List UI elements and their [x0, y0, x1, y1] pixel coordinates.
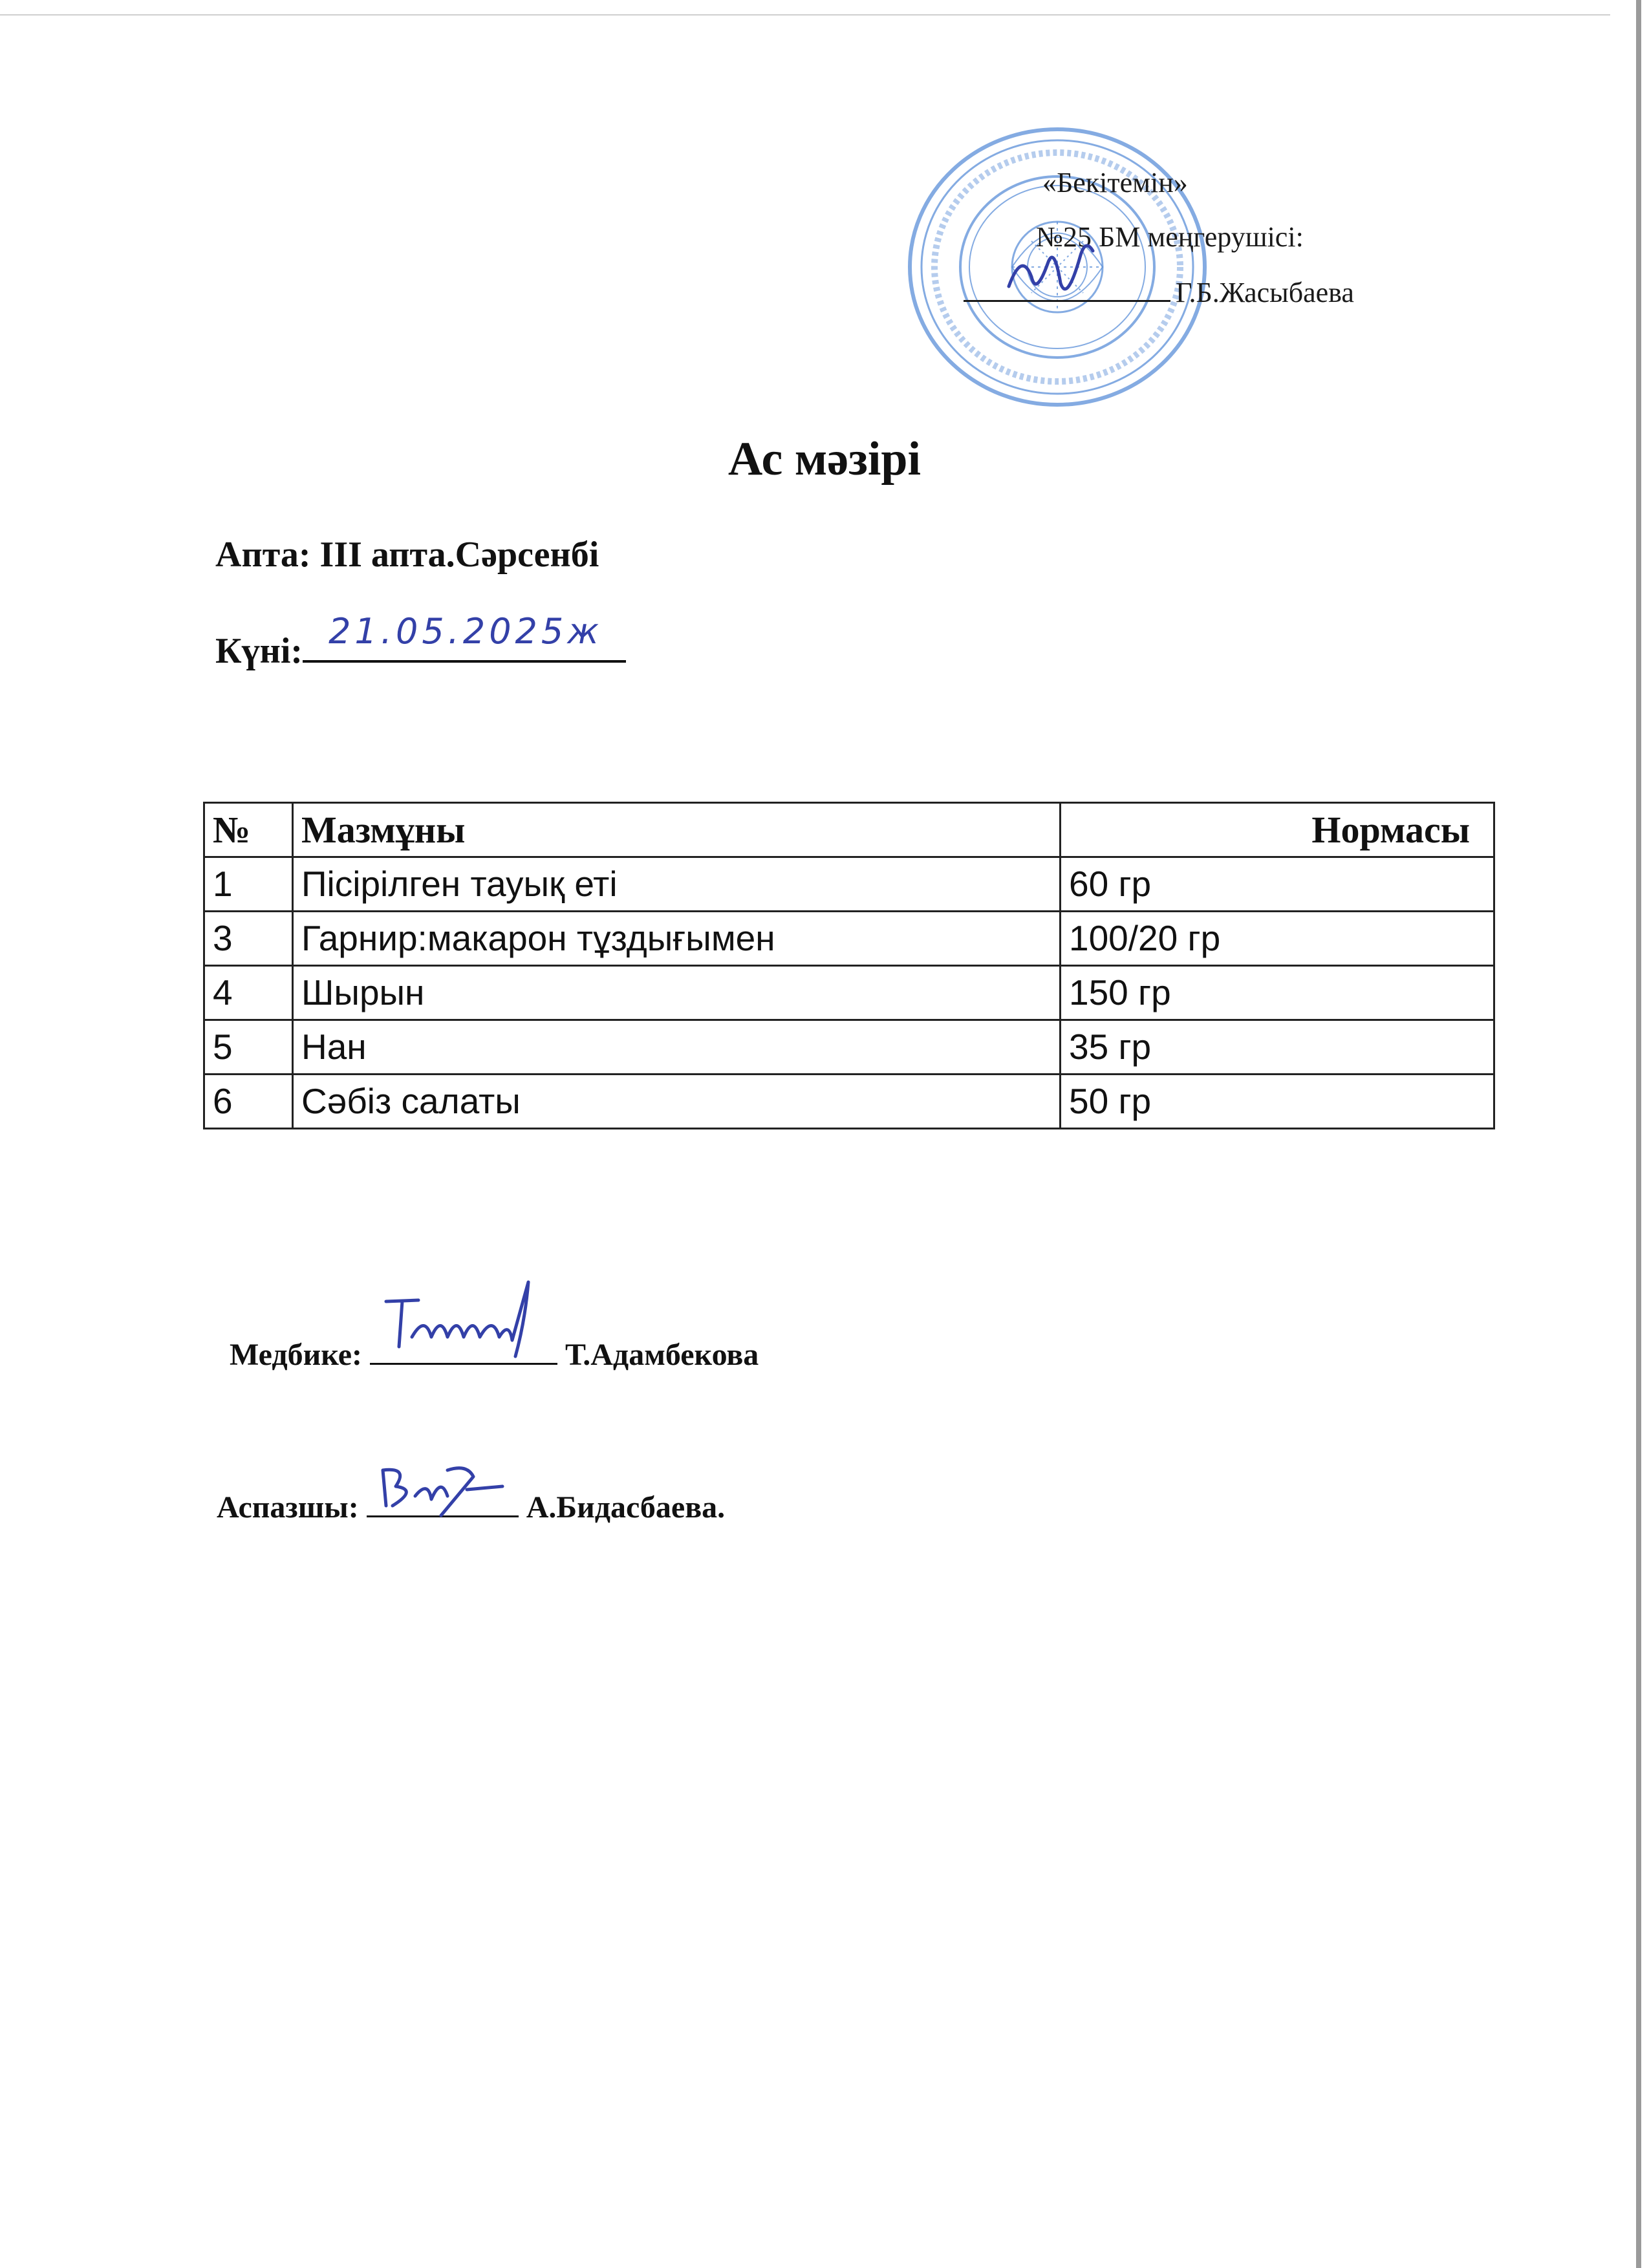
nurse-signature — [380, 1276, 554, 1360]
date-field — [303, 611, 626, 663]
row-norm: 35 гр — [1061, 1020, 1494, 1075]
row-number: 6 — [204, 1075, 293, 1129]
director-signature — [1002, 225, 1119, 316]
row-content: Пісірілген тауық еті — [293, 857, 1061, 912]
row-content: Сәбіз салаты — [293, 1075, 1061, 1129]
nurse-label: Медбике: — [230, 1338, 363, 1372]
approval-title: «Бекітемін» — [1042, 167, 1188, 198]
row-norm: 50 гр — [1061, 1075, 1494, 1129]
header-norm: Нормасы — [1061, 803, 1494, 857]
week-line: Апта: III апта.Сәрсенбі — [215, 535, 599, 575]
row-content: Нан — [293, 1020, 1061, 1075]
row-content: Гарнир:макарон тұздығымен — [293, 912, 1061, 966]
row-number: 4 — [204, 966, 293, 1020]
table-row — [204, 1020, 1494, 1075]
row-norm: 100/20 гр — [1061, 912, 1494, 966]
row-number: 5 — [204, 1020, 293, 1075]
date-value: 21.05.2025ж — [329, 611, 603, 652]
nurse-signature-row — [230, 1337, 759, 1373]
row-number: 3 — [204, 912, 293, 966]
cook-label: Аспазшы: — [217, 1490, 359, 1524]
header-number: № — [204, 803, 293, 857]
scan-edge-right — [1636, 0, 1641, 2268]
nurse-signature-line — [370, 1337, 557, 1365]
header-content: Мазмұны — [293, 803, 1061, 857]
scan-edge-top — [0, 14, 1610, 16]
approval-name: Г.Б.Жасыбаева — [1176, 277, 1354, 308]
row-norm: 60 гр — [1061, 857, 1494, 912]
cook-signature-line — [367, 1490, 519, 1517]
cook-signature-row — [217, 1490, 725, 1525]
table-row — [204, 912, 1494, 966]
date-line — [215, 611, 626, 672]
cook-signature — [370, 1451, 519, 1522]
table-row — [204, 966, 1494, 1020]
date-label: Күні: — [215, 631, 303, 671]
table-row — [204, 1075, 1494, 1129]
table-header-row — [204, 803, 1494, 857]
row-content: Шырын — [293, 966, 1061, 1020]
page-title: Ас мәзірі — [727, 433, 921, 486]
row-norm: 150 гр — [1061, 966, 1494, 1020]
menu-table — [203, 802, 1495, 1129]
approval-signature-line — [964, 277, 1354, 309]
row-number: 1 — [204, 857, 293, 912]
cook-name: А.Бидасбаева. — [526, 1490, 726, 1524]
approval-role: №25 БМ меңгерушісі: — [1036, 221, 1304, 253]
table-row — [204, 857, 1494, 912]
nurse-name: Т.Адамбекова — [565, 1338, 759, 1372]
